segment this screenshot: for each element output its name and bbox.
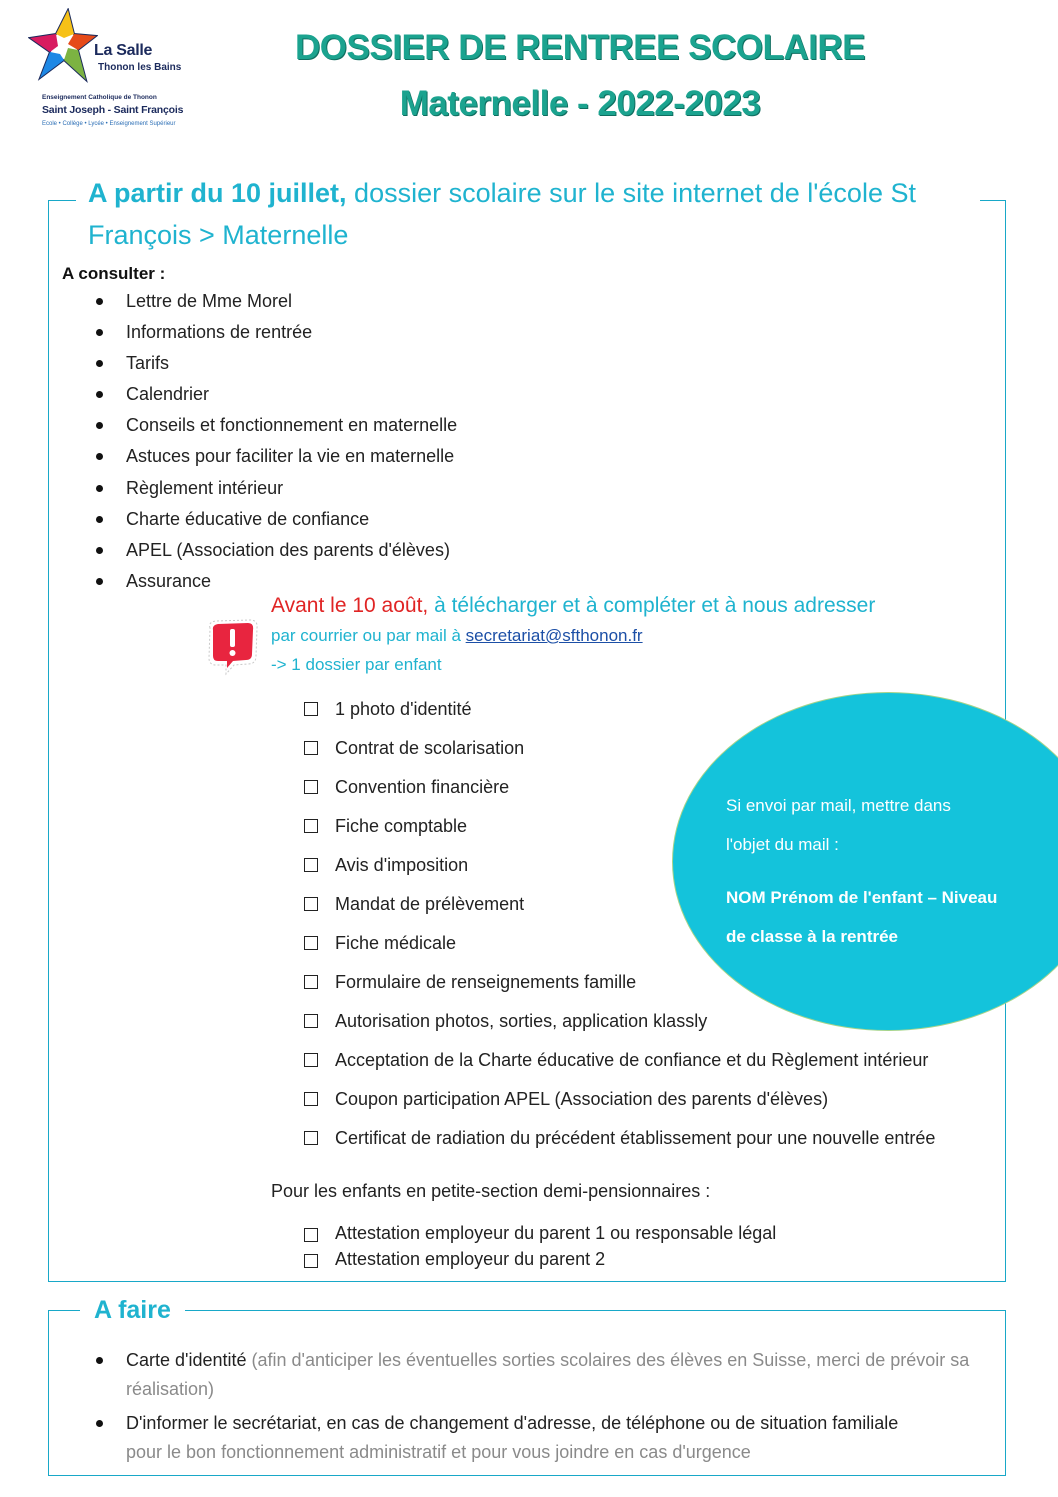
- checklist-label: Formulaire de renseignements famille: [335, 972, 637, 992]
- list-item: Informations de rentrée: [88, 318, 457, 349]
- logo-subtitle: Enseignement Catholique de Thonon: [42, 94, 157, 101]
- heading-rest: dossier scolaire sur le site internet de l'école St François > Maternelle: [88, 178, 916, 250]
- checklist-label: Contrat de scolarisation: [335, 738, 525, 758]
- checkbox[interactable]: [304, 702, 318, 716]
- exclamation-speech-bubble-icon: [204, 618, 260, 676]
- list-item: [88, 1346, 988, 1404]
- checklist-item: [304, 1219, 776, 1245]
- mail-line: [271, 626, 643, 646]
- logo-levels: Ecole • Collège • Lycée • Enseignement Supérieur: [42, 121, 176, 127]
- checkbox[interactable]: [304, 936, 318, 950]
- checklist-label: Avis d'imposition: [335, 855, 469, 875]
- logo-city: Thonon les Bains: [98, 62, 182, 73]
- bubble-line: l'objet du mail :: [726, 835, 839, 854]
- checkbox[interactable]: [304, 1014, 318, 1028]
- checklist-label: Mandat de prélèvement: [335, 894, 525, 914]
- list-item: Calendrier: [88, 380, 457, 411]
- bubble-line: Si envoi par mail, mettre dans: [726, 796, 951, 815]
- section-todo-heading: A faire: [80, 1296, 185, 1325]
- checklist-label: Coupon participation APEL (Association des parents d'élèves): [335, 1089, 829, 1109]
- page-title: DOSSIER DE RENTREE SCOLAIRE: [295, 28, 865, 67]
- bubble-subject-format: de classe à la rentrée: [726, 927, 899, 946]
- todo-list: [88, 1346, 988, 1472]
- list-item: [88, 1409, 988, 1467]
- consult-list: [88, 287, 457, 598]
- checklist-item: [304, 1245, 776, 1271]
- mail-prefix: par courrier ou par mail à: [271, 626, 466, 645]
- petite-section-checklist: [304, 1219, 776, 1271]
- bubble-subject-format: NOM Prénom de l'enfant – Niveau: [726, 888, 998, 907]
- page-subtitle: Maternelle - 2022-2023: [399, 84, 761, 123]
- list-item: Charte éducative de confiance: [88, 505, 457, 536]
- checkbox[interactable]: [304, 897, 318, 911]
- checklist-label: Attestation employeur du parent 1 ou responsable légal: [335, 1223, 777, 1243]
- checklist-label: Convention financière: [335, 777, 510, 797]
- checklist-item: [304, 1083, 935, 1122]
- checklist-label: Acceptation de la Charte éducative de confiance et du Règlement intérieur: [335, 1050, 929, 1070]
- heading-date: A partir du 10 juillet,: [88, 178, 347, 208]
- list-item: Astuces pour faciliter la vie en maternelle: [88, 442, 457, 473]
- checkbox[interactable]: [304, 819, 318, 833]
- checklist-label: Certificat de radiation du précédent établissement pour une nouvelle entrée: [335, 1128, 936, 1148]
- list-item: Règlement intérieur: [88, 474, 457, 505]
- checklist-item: [304, 1122, 935, 1161]
- checklist-label: Fiche médicale: [335, 933, 457, 953]
- checklist-label: Fiche comptable: [335, 816, 468, 836]
- checklist-label: Autorisation photos, sorties, application klassly: [335, 1011, 708, 1031]
- todo-note: pour le bon fonctionnement administratif et pour vous joindre en cas d'urgence: [126, 1442, 751, 1462]
- checkbox[interactable]: [304, 1092, 318, 1106]
- consult-label: A consulter :: [62, 264, 166, 283]
- todo-main: D'informer le secrétariat, en cas de changement d'adresse, de téléphone ou de situation familiale: [126, 1413, 899, 1433]
- deadline-line: [271, 594, 875, 618]
- per-child-note: -> 1 dossier par enfant: [271, 655, 442, 674]
- checklist-item: [304, 1044, 935, 1083]
- star-logo-icon: [28, 8, 98, 88]
- checkbox[interactable]: [304, 1053, 318, 1067]
- list-item: APEL (Association des parents d'élèves): [88, 536, 457, 567]
- section-dossier-heading: [76, 172, 980, 256]
- todo-note: (afin d'anticiper les éventuelles sorties scolaires des élèves en Suisse, merci de prévoir sa réalisation): [126, 1350, 970, 1399]
- petite-section-note: Pour les enfants en petite-section demi-pensionnaires :: [271, 1181, 711, 1201]
- checkbox[interactable]: [304, 858, 318, 872]
- checklist-label: 1 photo d'identité: [335, 699, 472, 719]
- logo-school-names: Saint Joseph - Saint François: [42, 104, 184, 116]
- school-logo: [28, 8, 193, 133]
- list-item: Tarifs: [88, 349, 457, 380]
- checklist-label: Attestation employeur du parent 2: [335, 1249, 606, 1269]
- checkbox[interactable]: [304, 1254, 318, 1268]
- checkbox[interactable]: [304, 975, 318, 989]
- deadline-date: Avant le 10 août,: [271, 594, 429, 617]
- todo-main: Carte d'identité: [126, 1350, 247, 1370]
- checkbox[interactable]: [304, 780, 318, 794]
- checkbox[interactable]: [304, 741, 318, 755]
- list-item: Conseils et fonctionnement en maternelle: [88, 411, 457, 442]
- logo-name: La Salle: [94, 42, 153, 59]
- checkbox[interactable]: [304, 1131, 318, 1145]
- mail-subject-note: [726, 788, 1046, 958]
- checkbox[interactable]: [304, 1228, 318, 1242]
- list-item: Assurance: [88, 567, 457, 598]
- deadline-instruction: à télécharger et à compléter et à nous adresser: [428, 594, 876, 617]
- list-item: Lettre de Mme Morel: [88, 287, 457, 318]
- secretariat-email-link[interactable]: secretariat@sfthonon.fr: [465, 626, 643, 645]
